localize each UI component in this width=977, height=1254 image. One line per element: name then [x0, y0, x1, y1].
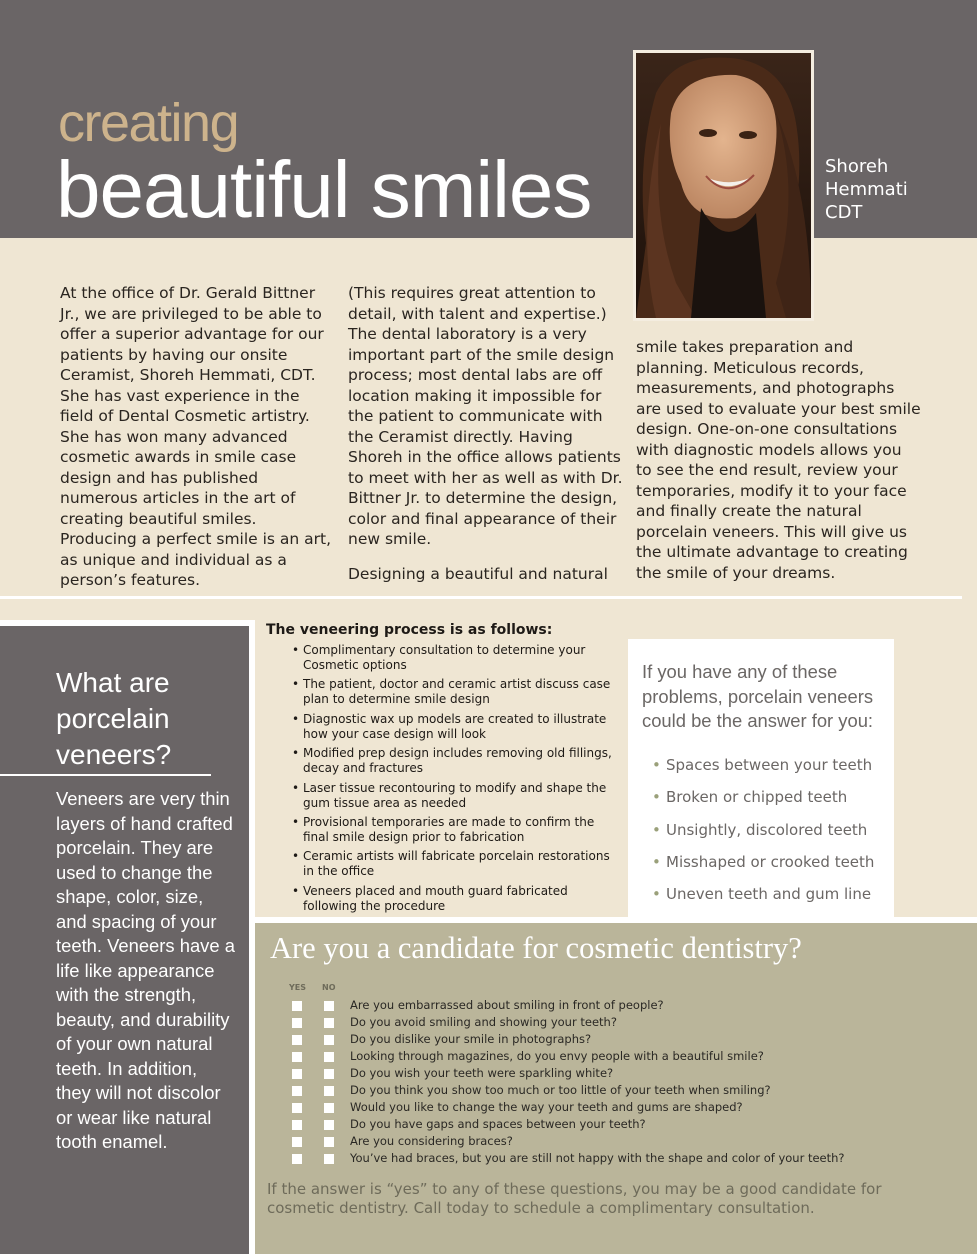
no-column-label: NO [322, 983, 336, 992]
problems-intro: If you have any of these problems, porcelain veneers could be the answer for you: [642, 661, 874, 731]
title-line-1: creating [58, 93, 239, 153]
yes-checkbox[interactable] [292, 1086, 302, 1096]
yes-checkbox[interactable] [292, 1018, 302, 1028]
candidate-title: Are you a candidate for cosmetic dentistry? [270, 931, 802, 965]
person-name [825, 155, 908, 224]
yes-checkbox[interactable] [292, 1103, 302, 1113]
process-title: The veneering process is as follows: [266, 622, 553, 638]
no-checkbox[interactable] [324, 1086, 334, 1096]
veneers-rule [0, 774, 211, 776]
title-line-2: beautiful smiles [56, 145, 592, 234]
yes-checkbox[interactable] [292, 1035, 302, 1045]
process-list [292, 643, 622, 918]
portrait-photo [633, 50, 814, 321]
question-text: Do you wish your teeth were sparkling white? [350, 1066, 614, 1080]
process-step: • Veneers placed and mouth guard fabricated following the procedure [292, 884, 622, 914]
question-text: You’ve had braces, but you are still not happy with the shape and color of your teeth? [350, 1151, 845, 1165]
yes-checkbox[interactable] [292, 1120, 302, 1130]
process-step: • Diagnostic wax up models are created to illustrate how your case design will look [292, 712, 622, 742]
process-step: • Complimentary consultation to determine your Cosmetic options [292, 643, 622, 673]
process-step: • Modified prep design includes removing old fillings, decay and fractures [292, 746, 622, 776]
question-text: Would you like to change the way your teeth and gums are shaped? [350, 1100, 743, 1114]
person-first-name: Shoreh [825, 156, 889, 177]
problem-item: • Spaces between your teeth [652, 749, 874, 781]
process-step: • Laser tissue recontouring to modify and shape the gum tissue area as needed [292, 781, 622, 811]
section-divider [0, 596, 962, 599]
question-text: Do you avoid smiling and showing your teeth? [350, 1015, 617, 1029]
question-text: Are you considering braces? [350, 1134, 513, 1148]
yes-checkbox[interactable] [292, 1154, 302, 1164]
intro-paragraph: (This requires great attention to detail, with talent and expertise.) The dental laboratory is a very important part of the smile design process; most dental labs are off location making it impossible for the patient to communicate with the Ceramist directly. Having Shoreh in the office allows patients to meet with her as well as with Dr. Bittner Jr. to determine the design, color and final appearance of their new smile. [348, 284, 623, 548]
yes-checkbox[interactable] [292, 1069, 302, 1079]
no-checkbox[interactable] [324, 1120, 334, 1130]
no-checkbox[interactable] [324, 1018, 334, 1028]
veneers-body: Veneers are very thin layers of hand crafted porcelain. They are used to change the shape, color, size, and spacing of your teeth. Veneers have a life like appearance with the strength, beauty, and durability of your own natural teeth. In addition, they will not discolor or wear like natural tooth enamel. [56, 788, 235, 1152]
intro-column-3 [636, 337, 921, 597]
process-step: • Provisional temporaries are made to confirm the final smile design prior to fabrication [292, 815, 622, 845]
no-checkbox[interactable] [324, 1069, 334, 1079]
person-last-name: Hemmati [825, 179, 908, 200]
question-text: Looking through magazines, do you envy people with a beautiful smile? [350, 1049, 764, 1063]
no-checkbox[interactable] [324, 1154, 334, 1164]
no-checkbox[interactable] [324, 1035, 334, 1045]
problem-item: • Misshaped or crooked teeth [652, 846, 874, 878]
candidate-footer: If the answer is “yes” to any of these questions, you may be a good candidate for cosmetic dentistry. Call today to schedule a complimentary consultation. [267, 1180, 882, 1217]
question-text: Do you think you show too much or too little of your teeth when smiling? [350, 1083, 771, 1097]
yes-checkbox[interactable] [292, 1001, 302, 1011]
no-checkbox[interactable] [324, 1137, 334, 1147]
process-step: • Ceramic artists will fabricate porcelain restorations in the office [292, 849, 622, 879]
problem-item: • Unsightly, discolored teeth [652, 814, 874, 846]
intro-paragraph: At the office of Dr. Gerald Bittner Jr., we are privileged to be able to offer a superior advantage for our patients by having our onsite Ceramist, Shoreh Hemmati, CDT. She has vast experience in the field of Dental Cosmetic artistry. She has won many advanced cosmetic awards in smile case design and has published numerous articles in the art of creating beautiful smiles. Producing a perfect smile is an art, as unique and individual as a person’s features. [60, 284, 332, 589]
problem-item: • Uneven teeth and gum line [652, 878, 874, 910]
no-checkbox[interactable] [324, 1103, 334, 1113]
process-step: • The patient, doctor and ceramic artist discuss case plan to determine smile design [292, 677, 622, 707]
veneers-question: What are porcelain veneers? [56, 667, 172, 770]
yes-checkbox[interactable] [292, 1052, 302, 1062]
problems-list [652, 749, 874, 910]
question-text: Do you dislike your smile in photographs? [350, 1032, 592, 1046]
intro-column-1 [60, 283, 335, 605]
person-credential: CDT [825, 202, 863, 223]
intro-paragraph: Designing a beautiful and natural [348, 564, 608, 583]
yes-column-label: YES [289, 983, 307, 992]
yes-checkbox[interactable] [292, 1137, 302, 1147]
intro-column-2 [348, 283, 623, 598]
question-text: Do you have gaps and spaces between your teeth? [350, 1117, 646, 1131]
problem-item: • Broken or chipped teeth [652, 781, 874, 813]
no-checkbox[interactable] [324, 1001, 334, 1011]
question-text: Are you embarrassed about smiling in front of people? [350, 998, 664, 1012]
no-checkbox[interactable] [324, 1052, 334, 1062]
intro-paragraph: smile takes preparation and planning. Meticulous records, measurements, and photographs are used to evaluate your best smile design. One-on-one consultations with diagnostic models allows you to see the end result, review your temporaries, modify it to your face and finally create the natural porcelain veneers. This will give us the ultimate advantage to creating the smile of your dreams. [636, 338, 921, 582]
